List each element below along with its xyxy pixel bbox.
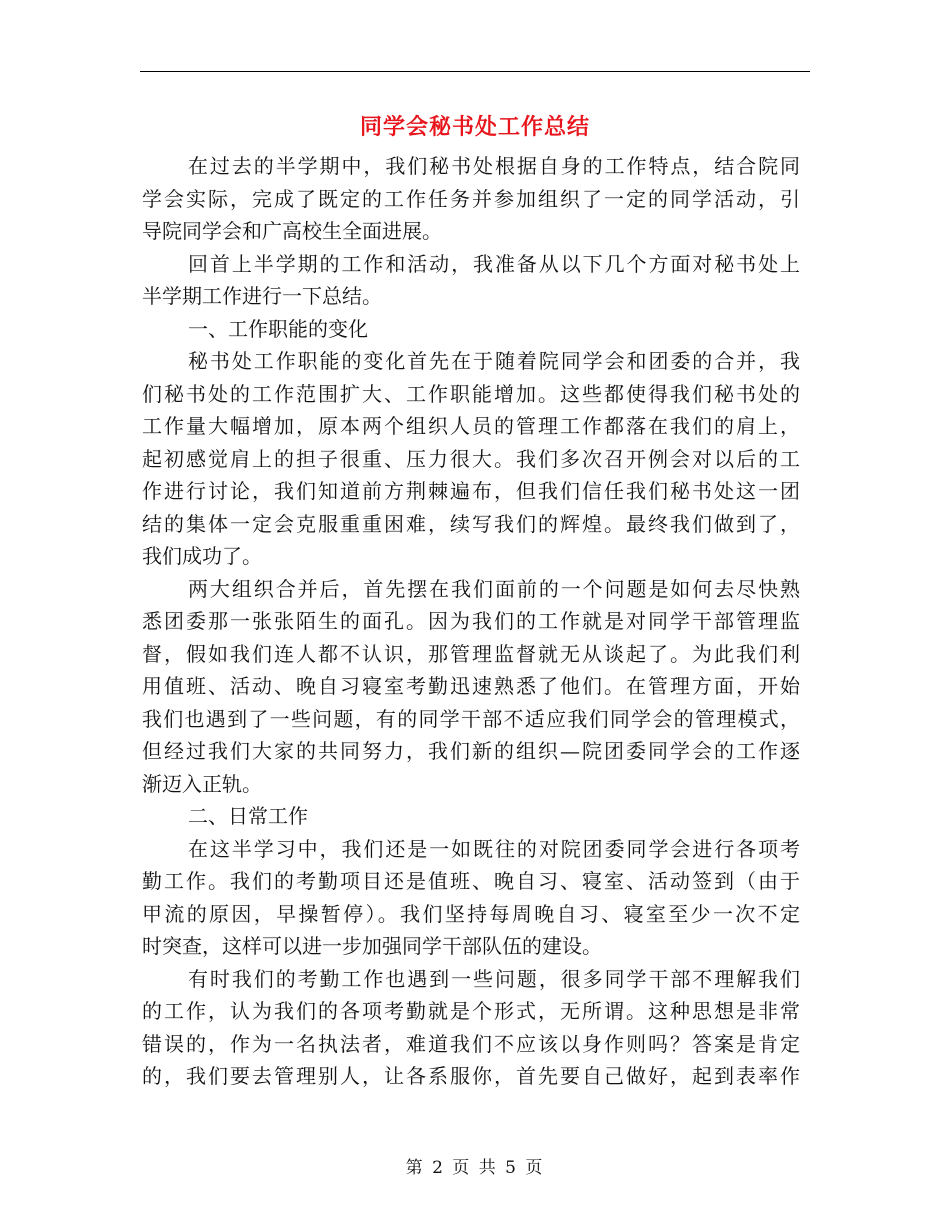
text-line: 在过去的半学期中，我们秘书处根据自身的工作特点，结合院同	[188, 154, 800, 178]
text-line: 在这半学习中，我们还是一如既往的对院团委同学会进行各项考	[188, 836, 800, 861]
text-line: 工作量大幅增加，原本两个组织人员的管理工作都落在我们的肩上，	[142, 414, 800, 438]
text-line: 们秘书处的工作范围扩大、工作职能增加。这些都使得我们秘书处的	[142, 381, 800, 406]
text-line: 督，假如我们连人都不认识，那管理监督就无从谈起了。为此我们利	[142, 641, 800, 666]
text-line: 用值班、活动、晚自习寝室考勤迅速熟悉了他们。在管理方面，开始	[142, 674, 800, 698]
text-line: 学会实际，完成了既定的工作任务并参加组织了一定的同学活动，引	[142, 186, 800, 211]
text-line: 导院同学会和广高校生全面进展。	[142, 219, 442, 243]
paragraph	[142, 833, 800, 963]
text-line: 渐迈入正轨。	[142, 771, 262, 796]
text-line: 我们成功了。	[142, 544, 262, 568]
paragraph	[142, 313, 800, 346]
paragraph	[142, 150, 800, 248]
text-line: 回首上半学期的工作和活动，我准备从以下几个方面对秘书处上	[188, 251, 800, 276]
text-line: 作进行讨论，我们知道前方荆棘遍布，但我们信任我们秘书处这一团	[142, 479, 800, 503]
paragraph	[142, 248, 800, 313]
text-line: 我们也遇到了一些问题，有的同学干部不适应我们同学会的管理模式，	[142, 706, 800, 731]
document-title: 同学会秘书处工作总结	[359, 114, 590, 140]
page-footer: 第 2 页 共 5 页	[405, 1158, 545, 1178]
text-line: 但经过我们大家的共同努力，我们新的组织—院团委同学会的工作逐	[142, 739, 800, 763]
text-line: 的工作，认为我们的各项考勤就是个形式，无所谓。这种思想是非常	[142, 999, 800, 1023]
paragraph	[142, 345, 800, 573]
paragraph	[142, 573, 800, 801]
text-line: 二、日常工作	[188, 804, 308, 828]
paragraph	[142, 963, 800, 1093]
paragraph	[142, 800, 800, 833]
header-rule	[140, 71, 810, 72]
text-line: 错误的，作为一名执法者，难道我们不应该以身作则吗？答案是肯定	[142, 1031, 800, 1056]
text-line: 勤工作。我们的考勤项目还是值班、晚自习、寝室、活动签到（由于	[142, 869, 800, 893]
text-line: 时突查，这样可以进一步加强同学干部队伍的建设。	[142, 934, 602, 958]
text-line: 秘书处工作职能的变化首先在于随着院同学会和团委的合并，我	[188, 349, 800, 373]
text-line: 的，我们要去管理别人，让各系服你，首先要自己做好，起到表率作	[142, 1064, 800, 1088]
text-line: 半学期工作进行一下总结。	[142, 284, 382, 308]
text-line: 两大组织合并后，首先摆在我们面前的一个问题是如何去尽快熟	[188, 576, 800, 601]
document-body	[142, 150, 800, 1093]
text-line: 一、工作职能的变化	[188, 316, 368, 341]
text-line: 甲流的原因，早操暂停）。我们坚持每周晚自习、寝室至少一次不定	[142, 901, 800, 926]
text-line: 起初感觉肩上的担子很重、压力很大。我们多次召开例会对以后的工	[142, 446, 800, 471]
text-line: 有时我们的考勤工作也遇到一些问题，很多同学干部不理解我们	[188, 966, 800, 991]
text-line: 结的集体一定会克服重重困难，续写我们的辉煌。最终我们做到了，	[142, 511, 800, 536]
text-line: 悉团委那一张张陌生的面孔。因为我们的工作就是对同学干部管理监	[142, 609, 800, 633]
